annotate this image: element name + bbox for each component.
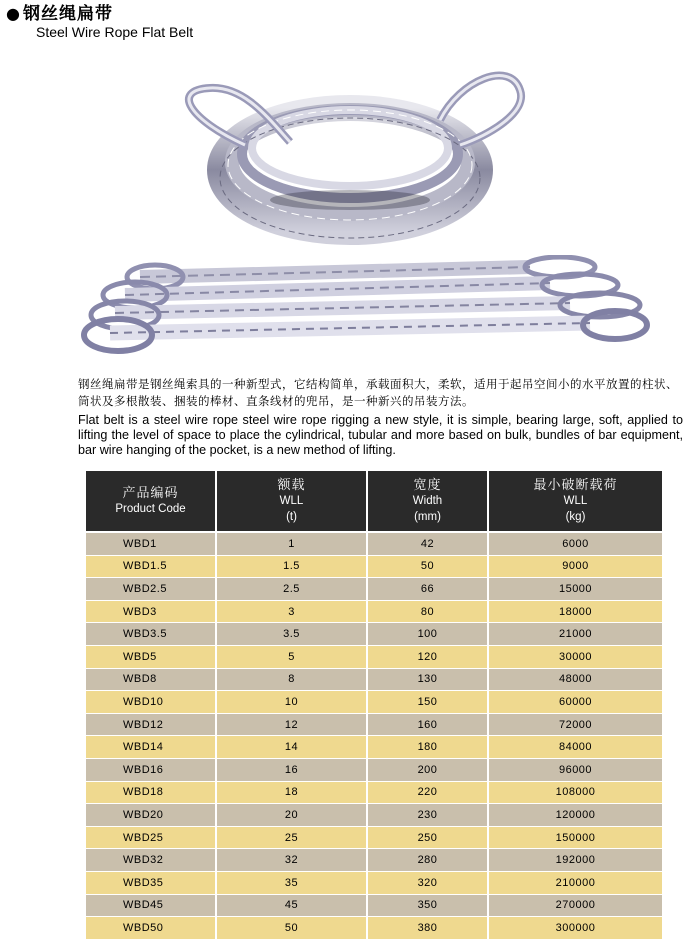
title-chinese: [6, 4, 193, 24]
cell-min-break-load: 210000: [488, 871, 662, 894]
cell-min-break-load: 84000: [488, 736, 662, 759]
cell-product-code: WBD12: [86, 713, 216, 736]
header-width-cn: 宽度: [413, 477, 442, 492]
cell-width: 50: [367, 555, 488, 578]
table-row: [86, 894, 662, 917]
cell-width: 66: [367, 578, 488, 601]
header-product-code: [86, 471, 216, 532]
stacked-belts-photo: [80, 255, 650, 365]
bullet-icon: ●: [6, 4, 21, 23]
table-row: [86, 532, 662, 555]
table-row: [86, 645, 662, 668]
header-min-break-load-en: WLL: [563, 495, 588, 507]
cell-product-code: WBD5: [86, 645, 216, 668]
cell-min-break-load: 15000: [488, 578, 662, 601]
cell-min-break-load: 300000: [488, 917, 662, 940]
table-row: [86, 758, 662, 781]
cell-product-code: WBD25: [86, 826, 216, 849]
cell-min-break-load: 60000: [488, 691, 662, 714]
header-wll-cn: 额载: [277, 477, 306, 492]
cell-product-code: WBD1.5: [86, 555, 216, 578]
coiled-belt-photo: [150, 50, 530, 250]
cell-width: 320: [367, 871, 488, 894]
page-title: [6, 4, 193, 40]
cell-min-break-load: 6000: [488, 532, 662, 555]
header-min-break-load-cn: 最小破断载荷: [533, 477, 618, 492]
table-row: [86, 804, 662, 827]
header-product-code-en: Product Code: [115, 503, 186, 515]
cell-product-code: WBD50: [86, 917, 216, 940]
cell-min-break-load: 9000: [488, 555, 662, 578]
cell-wll: 2.5: [216, 578, 367, 601]
cell-width: 130: [367, 668, 488, 691]
cell-width: 100: [367, 623, 488, 646]
cell-width: 350: [367, 894, 488, 917]
cell-width: 150: [367, 691, 488, 714]
cell-wll: 50: [216, 917, 367, 940]
cell-min-break-load: 21000: [488, 623, 662, 646]
cell-product-code: WBD10: [86, 691, 216, 714]
table-header-row: [86, 471, 662, 532]
cell-width: 250: [367, 826, 488, 849]
cell-width: 380: [367, 917, 488, 940]
cell-width: 200: [367, 758, 488, 781]
header-width-en: Width: [412, 495, 443, 507]
header-wll-en: WLL: [279, 495, 304, 507]
spec-table: [86, 471, 662, 940]
cell-wll: 8: [216, 668, 367, 691]
table-row: [86, 623, 662, 646]
table-row: [86, 826, 662, 849]
cell-product-code: WBD2.5: [86, 578, 216, 601]
cell-wll: 1.5: [216, 555, 367, 578]
header-min-break-load: [488, 471, 662, 532]
cell-width: 180: [367, 736, 488, 759]
cell-width: 280: [367, 849, 488, 872]
cell-width: 120: [367, 645, 488, 668]
cell-wll: 25: [216, 826, 367, 849]
header-width-unit: (mm): [414, 511, 441, 523]
header-product-code-cn: 产品编码: [122, 485, 179, 500]
cell-product-code: WBD1: [86, 532, 216, 555]
table-row: [86, 849, 662, 872]
cell-product-code: WBD3: [86, 600, 216, 623]
table-row: [86, 600, 662, 623]
cell-wll: 3: [216, 600, 367, 623]
cell-min-break-load: 192000: [488, 849, 662, 872]
table-row: [86, 736, 662, 759]
cell-wll: 10: [216, 691, 367, 714]
cell-width: 230: [367, 804, 488, 827]
title-english: Steel Wire Rope Flat Belt: [36, 24, 194, 40]
cell-product-code: WBD16: [86, 758, 216, 781]
cell-min-break-load: 150000: [488, 826, 662, 849]
description-chinese: 钢丝绳扁带是钢丝绳索具的一种新型式，它结构简单，承载面积大，柔软，适用于起吊空间小的水平放置的柱状、筒状及多根散装、捆装的棒材、直条线材的兜吊，是一种新兴的吊装方法。: [78, 377, 678, 408]
cell-width: 160: [367, 713, 488, 736]
header-wll-unit: (t): [286, 511, 297, 523]
cell-product-code: WBD45: [86, 894, 216, 917]
cell-wll: 1: [216, 532, 367, 555]
cell-product-code: WBD3.5: [86, 623, 216, 646]
title-chinese-text: 钢丝绳扁带: [22, 4, 113, 24]
cell-min-break-load: 30000: [488, 645, 662, 668]
cell-product-code: WBD8: [86, 668, 216, 691]
cell-wll: 35: [216, 871, 367, 894]
cell-min-break-load: 108000: [488, 781, 662, 804]
cell-wll: 45: [216, 894, 367, 917]
cell-min-break-load: 72000: [488, 713, 662, 736]
cell-width: 220: [367, 781, 488, 804]
cell-min-break-load: 270000: [488, 894, 662, 917]
cell-product-code: WBD18: [86, 781, 216, 804]
cell-product-code: WBD35: [86, 871, 216, 894]
table-row: [86, 713, 662, 736]
cell-wll: 20: [216, 804, 367, 827]
table-row: [86, 871, 662, 894]
header-min-break-load-unit: (kg): [565, 511, 586, 523]
table-row: [86, 691, 662, 714]
cell-wll: 5: [216, 645, 367, 668]
cell-wll: 32: [216, 849, 367, 872]
table-row: [86, 668, 662, 691]
cell-min-break-load: 96000: [488, 758, 662, 781]
cell-wll: 16: [216, 758, 367, 781]
table-row: [86, 917, 662, 940]
header-wll: [216, 471, 367, 532]
cell-wll: 3.5: [216, 623, 367, 646]
cell-width: 80: [367, 600, 488, 623]
cell-product-code: WBD20: [86, 804, 216, 827]
description-english: Flat belt is a steel wire rope steel wire rope rigging a new style, it is simple, bearing large, soft, applied to lifting the level of space to place the cylindrical, tubular and more based on bulk, bundles of bar equipment, bar wire hanging of the pocket, is a new method of lifting.: [78, 413, 683, 457]
table-row: [86, 781, 662, 804]
cell-wll: 18: [216, 781, 367, 804]
cell-product-code: WBD32: [86, 849, 216, 872]
cell-product-code: WBD14: [86, 736, 216, 759]
table-row: [86, 578, 662, 601]
cell-min-break-load: 120000: [488, 804, 662, 827]
cell-min-break-load: 48000: [488, 668, 662, 691]
cell-min-break-load: 18000: [488, 600, 662, 623]
cell-wll: 12: [216, 713, 367, 736]
cell-width: 42: [367, 532, 488, 555]
cell-wll: 14: [216, 736, 367, 759]
header-width: [367, 471, 488, 532]
table-row: [86, 555, 662, 578]
